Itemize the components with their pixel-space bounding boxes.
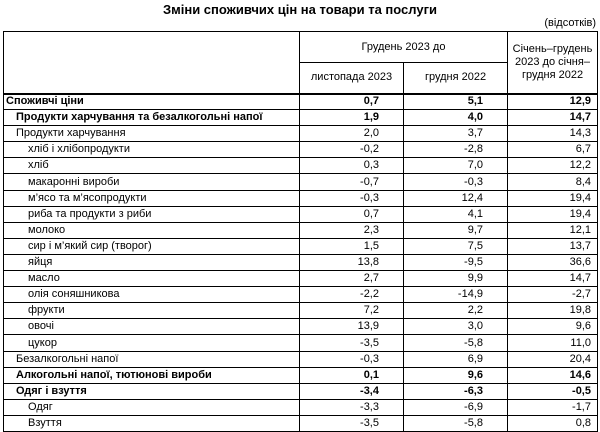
units-note: (відсотків) bbox=[544, 17, 596, 29]
cell-v1: 2,7 bbox=[300, 271, 404, 287]
table-row bbox=[4, 399, 598, 415]
cell-v2: 4,1 bbox=[404, 206, 508, 222]
cell-v1: 0,1 bbox=[300, 367, 404, 383]
table-row bbox=[4, 271, 598, 287]
row-label: Взуття bbox=[4, 415, 300, 431]
row-label: Продукти харчування та безалкогольні напої bbox=[4, 110, 300, 126]
cell-v3: 14,7 bbox=[508, 271, 598, 287]
cell-v1: 2,3 bbox=[300, 222, 404, 238]
cell-v3: 6,7 bbox=[508, 142, 598, 158]
cell-v3: 12,9 bbox=[508, 94, 598, 110]
cell-v2: -9,5 bbox=[404, 254, 508, 270]
cell-v3: 14,7 bbox=[508, 110, 598, 126]
cell-v1: 0,7 bbox=[300, 94, 404, 110]
table-row bbox=[4, 351, 598, 367]
table-row bbox=[4, 110, 598, 126]
table-row bbox=[4, 335, 598, 351]
cell-v2: 4,0 bbox=[404, 110, 508, 126]
cell-v1: -0,7 bbox=[300, 174, 404, 190]
cell-v2: -0,3 bbox=[404, 174, 508, 190]
table-row bbox=[4, 367, 598, 383]
price-change-table bbox=[3, 31, 598, 432]
cell-v2: 9,9 bbox=[404, 271, 508, 287]
cell-v1: -3,5 bbox=[300, 335, 404, 351]
row-label: цукор bbox=[4, 335, 300, 351]
cell-v1: -2,2 bbox=[300, 287, 404, 303]
table-row bbox=[4, 415, 598, 431]
cell-v3: -2,7 bbox=[508, 287, 598, 303]
cell-v3: 36,6 bbox=[508, 254, 598, 270]
row-label: хліб і хлібопродукти bbox=[4, 142, 300, 158]
row-label: риба та продукти з риби bbox=[4, 206, 300, 222]
table-row bbox=[4, 319, 598, 335]
table-row bbox=[4, 254, 598, 270]
cell-v2: -5,8 bbox=[404, 335, 508, 351]
row-label: Продукти харчування bbox=[4, 126, 300, 142]
cell-v2: 3,7 bbox=[404, 126, 508, 142]
cell-v1: -3,3 bbox=[300, 399, 404, 415]
table-row bbox=[4, 222, 598, 238]
cell-v1: -0,2 bbox=[300, 142, 404, 158]
cell-v3: 8,4 bbox=[508, 174, 598, 190]
row-label: фрукти bbox=[4, 303, 300, 319]
table-row bbox=[4, 383, 598, 399]
cell-v2: -6,9 bbox=[404, 399, 508, 415]
table-row bbox=[4, 238, 598, 254]
cell-v2: -6,3 bbox=[404, 383, 508, 399]
table-row bbox=[4, 287, 598, 303]
row-label: Безалкогольні напої bbox=[4, 351, 300, 367]
row-label: сир і м’який сир (творог) bbox=[4, 238, 300, 254]
cell-v2: 5,1 bbox=[404, 94, 508, 110]
table-row bbox=[4, 190, 598, 206]
row-label: яйця bbox=[4, 254, 300, 270]
header-group: Грудень 2023 до bbox=[300, 32, 508, 63]
table-title: Зміни споживчих цін на товари та послуги bbox=[162, 2, 438, 17]
cell-v2: -5,8 bbox=[404, 415, 508, 431]
cell-v1: 2,0 bbox=[300, 126, 404, 142]
cell-v3: -1,7 bbox=[508, 399, 598, 415]
cell-v2: 9,7 bbox=[404, 222, 508, 238]
cell-v1: 1,5 bbox=[300, 238, 404, 254]
cell-v3: 9,6 bbox=[508, 319, 598, 335]
cell-v1: 1,9 bbox=[300, 110, 404, 126]
cell-v2: -2,8 bbox=[404, 142, 508, 158]
cell-v2: 3,0 bbox=[404, 319, 508, 335]
cell-v3: 14,6 bbox=[508, 367, 598, 383]
table-row bbox=[4, 206, 598, 222]
cell-v1: 13,9 bbox=[300, 319, 404, 335]
header-row-1 bbox=[4, 32, 598, 63]
cell-v3: 19,4 bbox=[508, 206, 598, 222]
cell-v3: 13,7 bbox=[508, 238, 598, 254]
row-label: молоко bbox=[4, 222, 300, 238]
row-label: Алкогольні напої, тютюнові вироби bbox=[4, 367, 300, 383]
cell-v1: -0,3 bbox=[300, 190, 404, 206]
cell-v2: 2,2 bbox=[404, 303, 508, 319]
cell-v3: 20,4 bbox=[508, 351, 598, 367]
table-row bbox=[4, 158, 598, 174]
cell-v3: 11,0 bbox=[508, 335, 598, 351]
table-row bbox=[4, 126, 598, 142]
cell-v3: 12,1 bbox=[508, 222, 598, 238]
table-row bbox=[4, 174, 598, 190]
cell-v1: 0,7 bbox=[300, 206, 404, 222]
row-label: Споживчі ціни bbox=[4, 94, 300, 110]
header-corner bbox=[4, 32, 300, 94]
cell-v3: 19,8 bbox=[508, 303, 598, 319]
table-row bbox=[4, 303, 598, 319]
cell-v1: 0,3 bbox=[300, 158, 404, 174]
row-label: м’ясо та м’ясопродукти bbox=[4, 190, 300, 206]
cell-v3: 0,8 bbox=[508, 415, 598, 431]
cell-v1: -0,3 bbox=[300, 351, 404, 367]
row-label: макаронні вироби bbox=[4, 174, 300, 190]
row-label: Одяг і взуття bbox=[4, 383, 300, 399]
cell-v2: 7,5 bbox=[404, 238, 508, 254]
row-label: хліб bbox=[4, 158, 300, 174]
row-label: масло bbox=[4, 271, 300, 287]
cell-v2: 6,9 bbox=[404, 351, 508, 367]
cell-v3: 14,3 bbox=[508, 126, 598, 142]
table-row bbox=[4, 94, 598, 110]
cell-v2: 7,0 bbox=[404, 158, 508, 174]
row-label: Одяг bbox=[4, 399, 300, 415]
cell-v1: -3,4 bbox=[300, 383, 404, 399]
header-col1: листопада 2023 bbox=[300, 63, 404, 94]
cell-v3: -0,5 bbox=[508, 383, 598, 399]
cell-v1: -3,5 bbox=[300, 415, 404, 431]
table-row bbox=[4, 142, 598, 158]
row-label: олія соняшникова bbox=[4, 287, 300, 303]
cell-v1: 13,8 bbox=[300, 254, 404, 270]
cell-v2: 9,6 bbox=[404, 367, 508, 383]
cell-v3: 12,2 bbox=[508, 158, 598, 174]
cell-v1: 7,2 bbox=[300, 303, 404, 319]
header-col3: Січень–грудень 2023 до січня–грудня 2022 bbox=[508, 32, 598, 94]
cell-v2: -14,9 bbox=[404, 287, 508, 303]
header-col2: грудня 2022 bbox=[404, 63, 508, 94]
cell-v2: 12,4 bbox=[404, 190, 508, 206]
cell-v3: 19,4 bbox=[508, 190, 598, 206]
row-label: овочі bbox=[4, 319, 300, 335]
